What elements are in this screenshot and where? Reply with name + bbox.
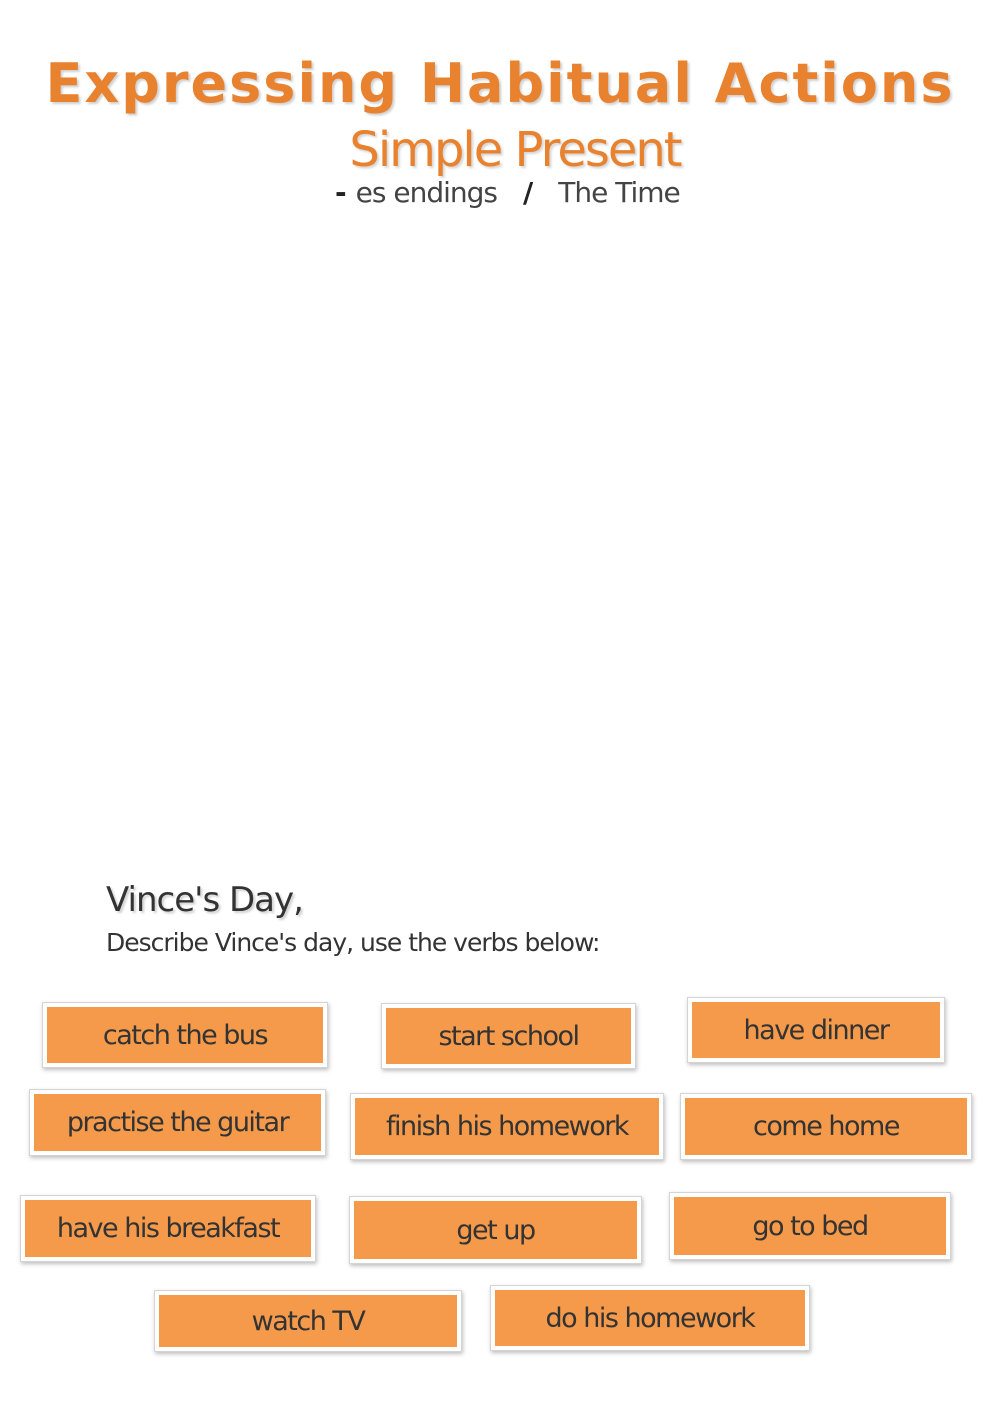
topic-the-time: The Time [558,176,680,209]
verb-card[interactable] [29,1089,326,1156]
verb-card[interactable] [687,997,945,1063]
verb-card-label: start school [386,1008,631,1064]
topic-line [335,176,680,209]
verb-card[interactable] [490,1285,810,1351]
verb-card-label: watch TV [159,1295,457,1347]
topic-dash: - [335,176,346,209]
instruction-text: Describe Vince's day, use the verbs below: [106,928,600,957]
verb-card-label: do his homework [495,1290,805,1346]
verb-card[interactable] [154,1290,462,1352]
section-title: Vince's Day, [106,880,303,920]
verb-card[interactable] [680,1093,972,1160]
verb-card-label: have his breakfast [25,1200,311,1257]
verb-card[interactable] [381,1003,636,1069]
verb-card-label: come home [685,1098,967,1155]
verb-card-label: practise the guitar [34,1094,321,1151]
verb-card-label: have dinner [692,1002,940,1058]
verb-card[interactable] [42,1002,328,1068]
page-subtitle: Simple Present [349,122,681,178]
verb-card-label: go to bed [674,1197,946,1255]
verb-card[interactable] [350,1093,664,1160]
verb-card[interactable] [20,1195,316,1262]
page-title: Expressing Habitual Actions [45,52,955,115]
verb-card[interactable] [349,1196,642,1264]
verb-card[interactable] [669,1192,951,1260]
verb-card-label: catch the bus [47,1007,323,1063]
topic-es-endings: es endings [355,176,497,209]
verb-card-label: finish his homework [355,1098,659,1155]
topic-separator: / [522,176,533,209]
verb-card-label: get up [354,1201,637,1259]
